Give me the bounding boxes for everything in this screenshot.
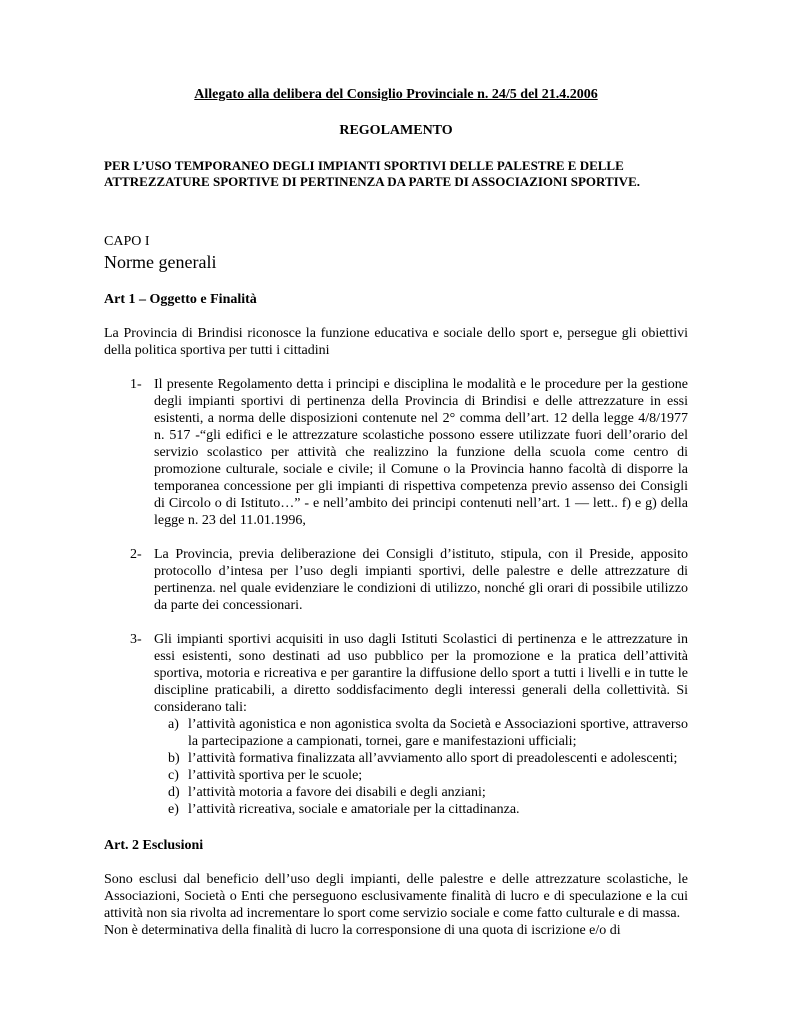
- list-item: [104, 546, 688, 614]
- item-number: 2-: [130, 547, 142, 562]
- sublist-text: l’attività ricreativa, sociale e amatoriale per la cittadinanza.: [188, 802, 520, 817]
- sublist-text: l’attività formativa finalizzata all’avviamento allo sport di preadolescenti e adolescenti;: [188, 751, 678, 766]
- sublist-letter: e): [168, 802, 179, 817]
- article-2-paragraph-1: Sono esclusi dal beneficio dell’uso degli impianti, delle palestre e delle attrezzature scolastiche, le Associazioni, Società o Enti che perseguono esclusivamente finalità di lucro e di speculazione e la cui attività non sia rivolta ad incrementare lo sport come servizio sociale e come fatto culturale e di massa.: [104, 872, 688, 921]
- sublist-item: [154, 767, 688, 784]
- item-text: La Provincia, previa deliberazione dei Consigli d’istituto, stipula, con il Preside, apposito protocollo d’intesa per l’uso degli impianti sportivi, delle palestre e delle attrezzature di pertinenza. nel quale evidenziare le condizioni di utilizzo, nonché gli orari di possibile utilizzo da parte dei concessionari.: [154, 547, 688, 613]
- sublist-letter: c): [168, 768, 179, 783]
- article-2-heading: Art. 2 Esclusioni: [104, 838, 204, 853]
- sublist-item: [154, 716, 688, 750]
- sublist-item: [154, 801, 688, 818]
- sublist-letter: b): [168, 751, 180, 766]
- activity-sublist: [154, 716, 688, 818]
- sublist-letter: d): [168, 785, 180, 800]
- sublist-text: l’attività motoria a favore dei disabili e degli anziani;: [188, 785, 486, 800]
- item-text: Gli impianti sportivi acquisiti in uso dagli Istituti Scolastici di pertinenza e le attrezzature in essi esistenti, sono destinati ad uso pubblico per la promozione e la pratica dell’attività sportiva, motoria e ricreativa e per garantire la diffusione dello sport a tutti i livelli e in tutte le discipline praticabili, a diretto soddisfacimento degli interessi generali della collettività. Si considerano tali:: [154, 632, 688, 715]
- sublist-item: [154, 784, 688, 801]
- sublist-item: [154, 750, 688, 767]
- chapter-name: Norme generali: [104, 252, 217, 272]
- sublist-text: l’attività sportiva per le scuole;: [188, 768, 363, 783]
- document-subtitle: [104, 158, 688, 190]
- document-title: REGOLAMENTO: [339, 123, 453, 138]
- list-item: [104, 631, 688, 818]
- article-1-list: [104, 376, 688, 818]
- attachment-header: Allegato alla delibera del Consiglio Provinciale n. 24/5 del 21.4.2006: [194, 87, 598, 102]
- document-body: [104, 86, 688, 939]
- sublist-letter: a): [168, 717, 179, 732]
- subtitle-line-1: PER L’USO TEMPORANEO DEGLI IMPIANTI SPORTIVI DELLE PALESTRE E DELLE: [104, 158, 624, 173]
- item-text: Il presente Regolamento detta i principi e disciplina le modalità e le procedure per la gestione degli impianti sportivi di pertinenza della Provincia di Brindisi e delle attrezzature in essi esistenti, a norma delle disposizioni contenute nel 2° comma dell’art. 12 della legge 4/8/1977 n. 517 -“gli edifici e le attrezzature scolastiche possono essere utilizzate fuori dell’orario del servizio scolastico per attività che realizzino la funzione della scuola come centro di promozione culturale, sociale e civile; il Comune o la Provincia hanno facoltà di disporre la temporanea concessione per gli impianti di rispettiva competenza previo assenso dei Consigli di Circolo o di Istituto…” - e nell’ambito dei principi contenuti nell’art. 1 — lett.. f) e g) della legge n. 23 del 11.01.1996,: [154, 377, 688, 528]
- item-number: 1-: [130, 377, 142, 392]
- sublist-text: l’attività agonistica e non agonistica svolta da Società e Associazioni sportive, attraverso la partecipazione a campionati, tornei, gare e manifestazioni ufficiali;: [188, 717, 688, 749]
- article-1-heading: Art 1 – Oggetto e Finalità: [104, 292, 257, 307]
- article-2-paragraph-2: Non è determinativa della finalità di lucro la corresponsione di una quota di iscrizione e/o di: [104, 923, 621, 938]
- chapter-label: CAPO I: [104, 234, 150, 249]
- item-number: 3-: [130, 632, 142, 647]
- article-1-intro: La Provincia di Brindisi riconosce la funzione educativa e sociale dello sport e, persegue gli obiettivi della politica sportiva per tutti i cittadini: [104, 326, 688, 358]
- list-item: [104, 376, 688, 529]
- subtitle-line-2: ATTREZZATURE SPORTIVE DI PERTINENZA DA PARTE DI ASSOCIAZIONI SPORTIVE.: [104, 174, 640, 189]
